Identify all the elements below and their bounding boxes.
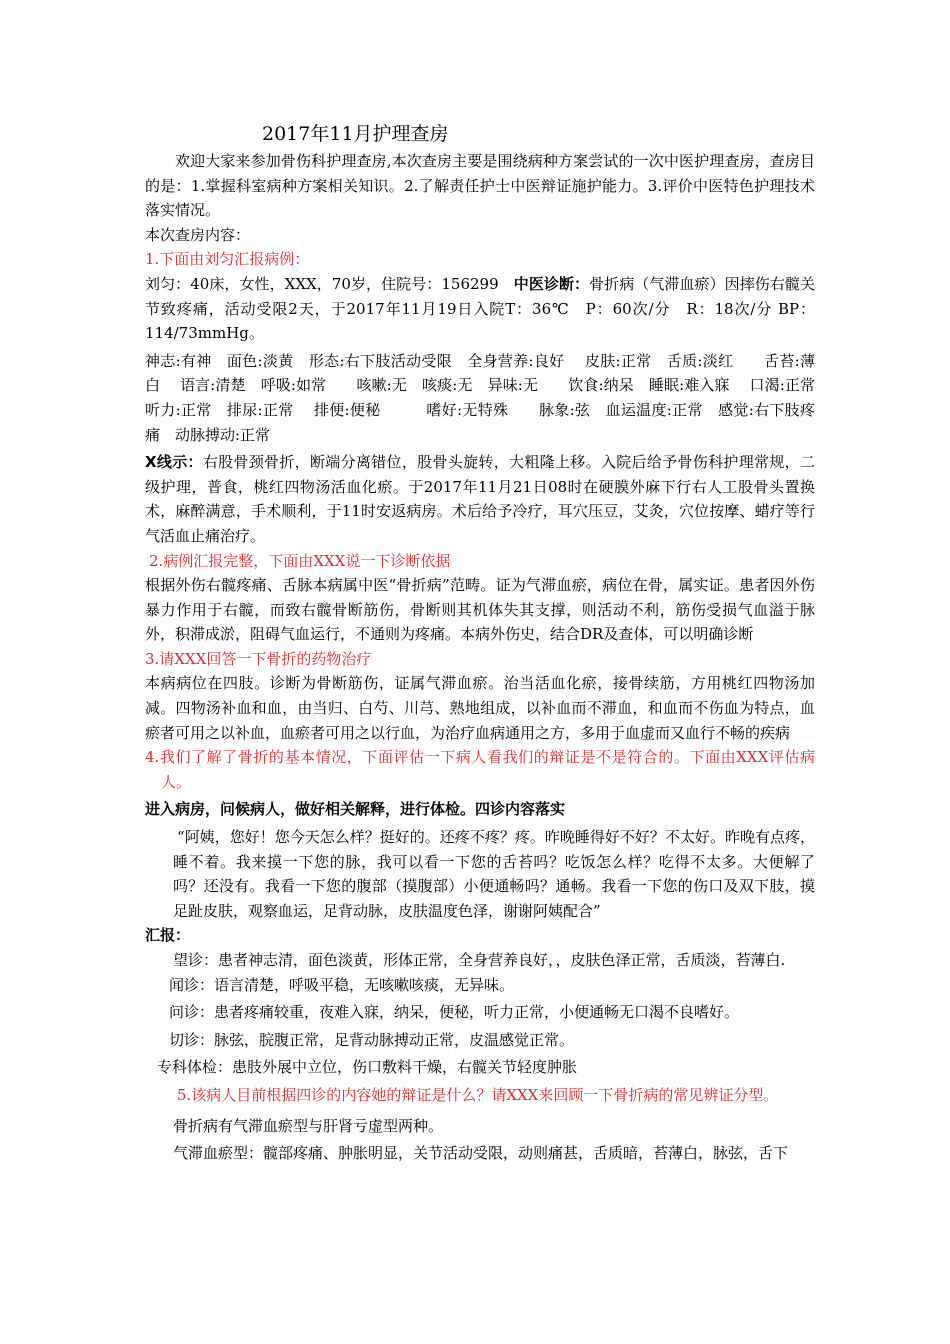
exam-special: 专科体检：患肢外展中立位，伤口敷料干燥，右髋关节轻度肿胀 (157, 1058, 578, 1077)
content-label: 本次查房内容： (145, 225, 251, 244)
section-3-heading: 3.请XXX回答一下骨折的药物治疗 (145, 649, 372, 668)
dialogue-paragraph: “阿姨，您好！您今天怎么样？挺好的。还疼不疼？疼。昨晚睡得好不好？不太好。昨晚有点疼，睡不着。我来摸一下您的脉，我可以看一下您的舌苔吗？吃饭怎么样？吃得不太多。大便解了吗？还没有。我看一下您的腹部（摸腹部）小便通畅吗？通畅。我看一下您的伤口及双下肢，摸足趾皮肤，观察血运，足背动脉，皮肤温度色泽，谢谢阿姨配合” (173, 828, 815, 920)
section-3-text: 本病病位在四肢。诊断为骨断筋伤，证属气滞血瘀。治当活血化瘀，接骨续筋，方用桃红四物汤加减。四物汤补血和血，由当归、白芍、川芎、熟地组成，以补血而不滞血，和血而不伤血为特点，血瘀者可用之以补血，血瘀者可用之以行血，为治疗血病通用之方，多用于血虚而又血行不畅的疾病 (145, 674, 815, 742)
section-2-heading: 2.病例汇报完整，下面由XXX说一下诊断依据 (149, 551, 451, 570)
ward-heading: 进入病房，问候病人，做好相关解释，进行体检。四诊内容落实 (145, 800, 566, 819)
type1-paragraph: 气滞血瘀型：髋部疼痛、肿胀明显，关节活动受限，动则痛甚，舌质暗，苔薄白，脉弦，舌下 (173, 1144, 789, 1163)
case-info-a: 刘匀：40床，女性，XXX，70岁，住院号：156299 (145, 274, 514, 293)
xray-label: X线示： (145, 453, 203, 472)
diagnosis-label: 中医诊断： (513, 274, 590, 293)
section-1-heading: 1.下面由刘匀汇报病例： (145, 250, 310, 269)
case-info (145, 272, 815, 346)
exam-ask: 问诊：患者疼痛较重，夜难入寐，纳呆，便秘，听力正常，小便通畅无口渴不良嗜好。 (169, 1003, 740, 1022)
document (145, 121, 831, 1166)
intro-paragraph: 欢迎大家来参加骨伤科护理查房,本次查房主要是围绕病种方案尝试的一次中医护理查房，查房目的是：1.掌握科室病种方案相关知识。2.了解责任护士中医辩证施护能力。3.评价中医特色护理技术落实情况。 (145, 152, 815, 220)
types-paragraph: 骨折病有气滞血瘀型与肝肾亏虚型两种。 (173, 1116, 444, 1135)
report-label: 汇报： (145, 926, 191, 945)
xray-paragraph (145, 450, 815, 548)
symptoms-paragraph: 神志:有神 面色:淡黄 形态:右下肢活动受限 全身营养:良好 皮肤:正常 舌质:淡红 舌苔:薄白 语言:清楚 呼吸:如常 咳嗽:无 咳痰:无 异味:无 饮食:纳呆 睡眠:难入寐 口渴:正常 听力:正常 排尿:正常 排便:便秘 嗜好:无特殊 脉象:弦 血运温度:正常 感觉:右下肢疼痛 动脉搏动:正常 (145, 351, 831, 444)
xray-text: 右股骨颈骨折，断端分离错位，股骨头旋转，大粗隆上移。入院后给予骨伤科护理常规，二级护理，普食，桃红四物汤活血化瘀。于2017年11月21日08时在硬膜外麻下行右人工股骨头置换术，麻醉满意，手术顺利，于11时安返病房。术后给予冷疗，耳穴压豆，艾灸，穴位按摩、蜡疗等行气活血止痛治疗。 (145, 453, 815, 545)
case-info-b: 骨折病（气滞血瘀）因摔伤右髋关节致疼痛，活动受限2天，于2017年11月19日入院T：36℃ P：60次/分 R：18次/分 BP：114/73mmHg。 (145, 274, 815, 343)
section-4-heading: 4.我们了解了骨折的基本情况，下面评估一下病人看我们的辩证是不是符合的。下面由XXX评估病人。 (145, 748, 815, 791)
section-5-heading: 5.该病人目前根据四诊的内容她的辩证是什么？请XXX来回顾一下骨折病的常见辨证分型。 (177, 1085, 779, 1104)
exam-listen: 闻诊：语言清楚，呼吸平稳，无咳嗽咳痰，无异味。 (169, 975, 515, 994)
exam-pulse: 切诊：脉弦，脘腹正常，足背动脉搏动正常，皮温感觉正常。 (169, 1030, 575, 1049)
exam-look: 望诊：患者神志清，面色淡黄，形体正常，全身营养良好，，皮肤色泽正常，舌质淡，苔薄白. (173, 951, 786, 969)
page-title: 2017年11月护理查房 (262, 123, 449, 145)
section-2-text: 根据外伤右髋疼痛、舌脉本病属中医“骨折病”范畴。证为气滞血瘀，病位在骨，属实证。患者因外伤暴力作用于右髋，而致右髋骨断筋伤，骨断则其机体失其支撑，则活动不利，筋伤受损气血溢于脉外，积滞成淤，阻碍气血运行，不通则为疼痛。本病外伤史，结合DR及查体，可以明确诊断 (145, 576, 815, 644)
